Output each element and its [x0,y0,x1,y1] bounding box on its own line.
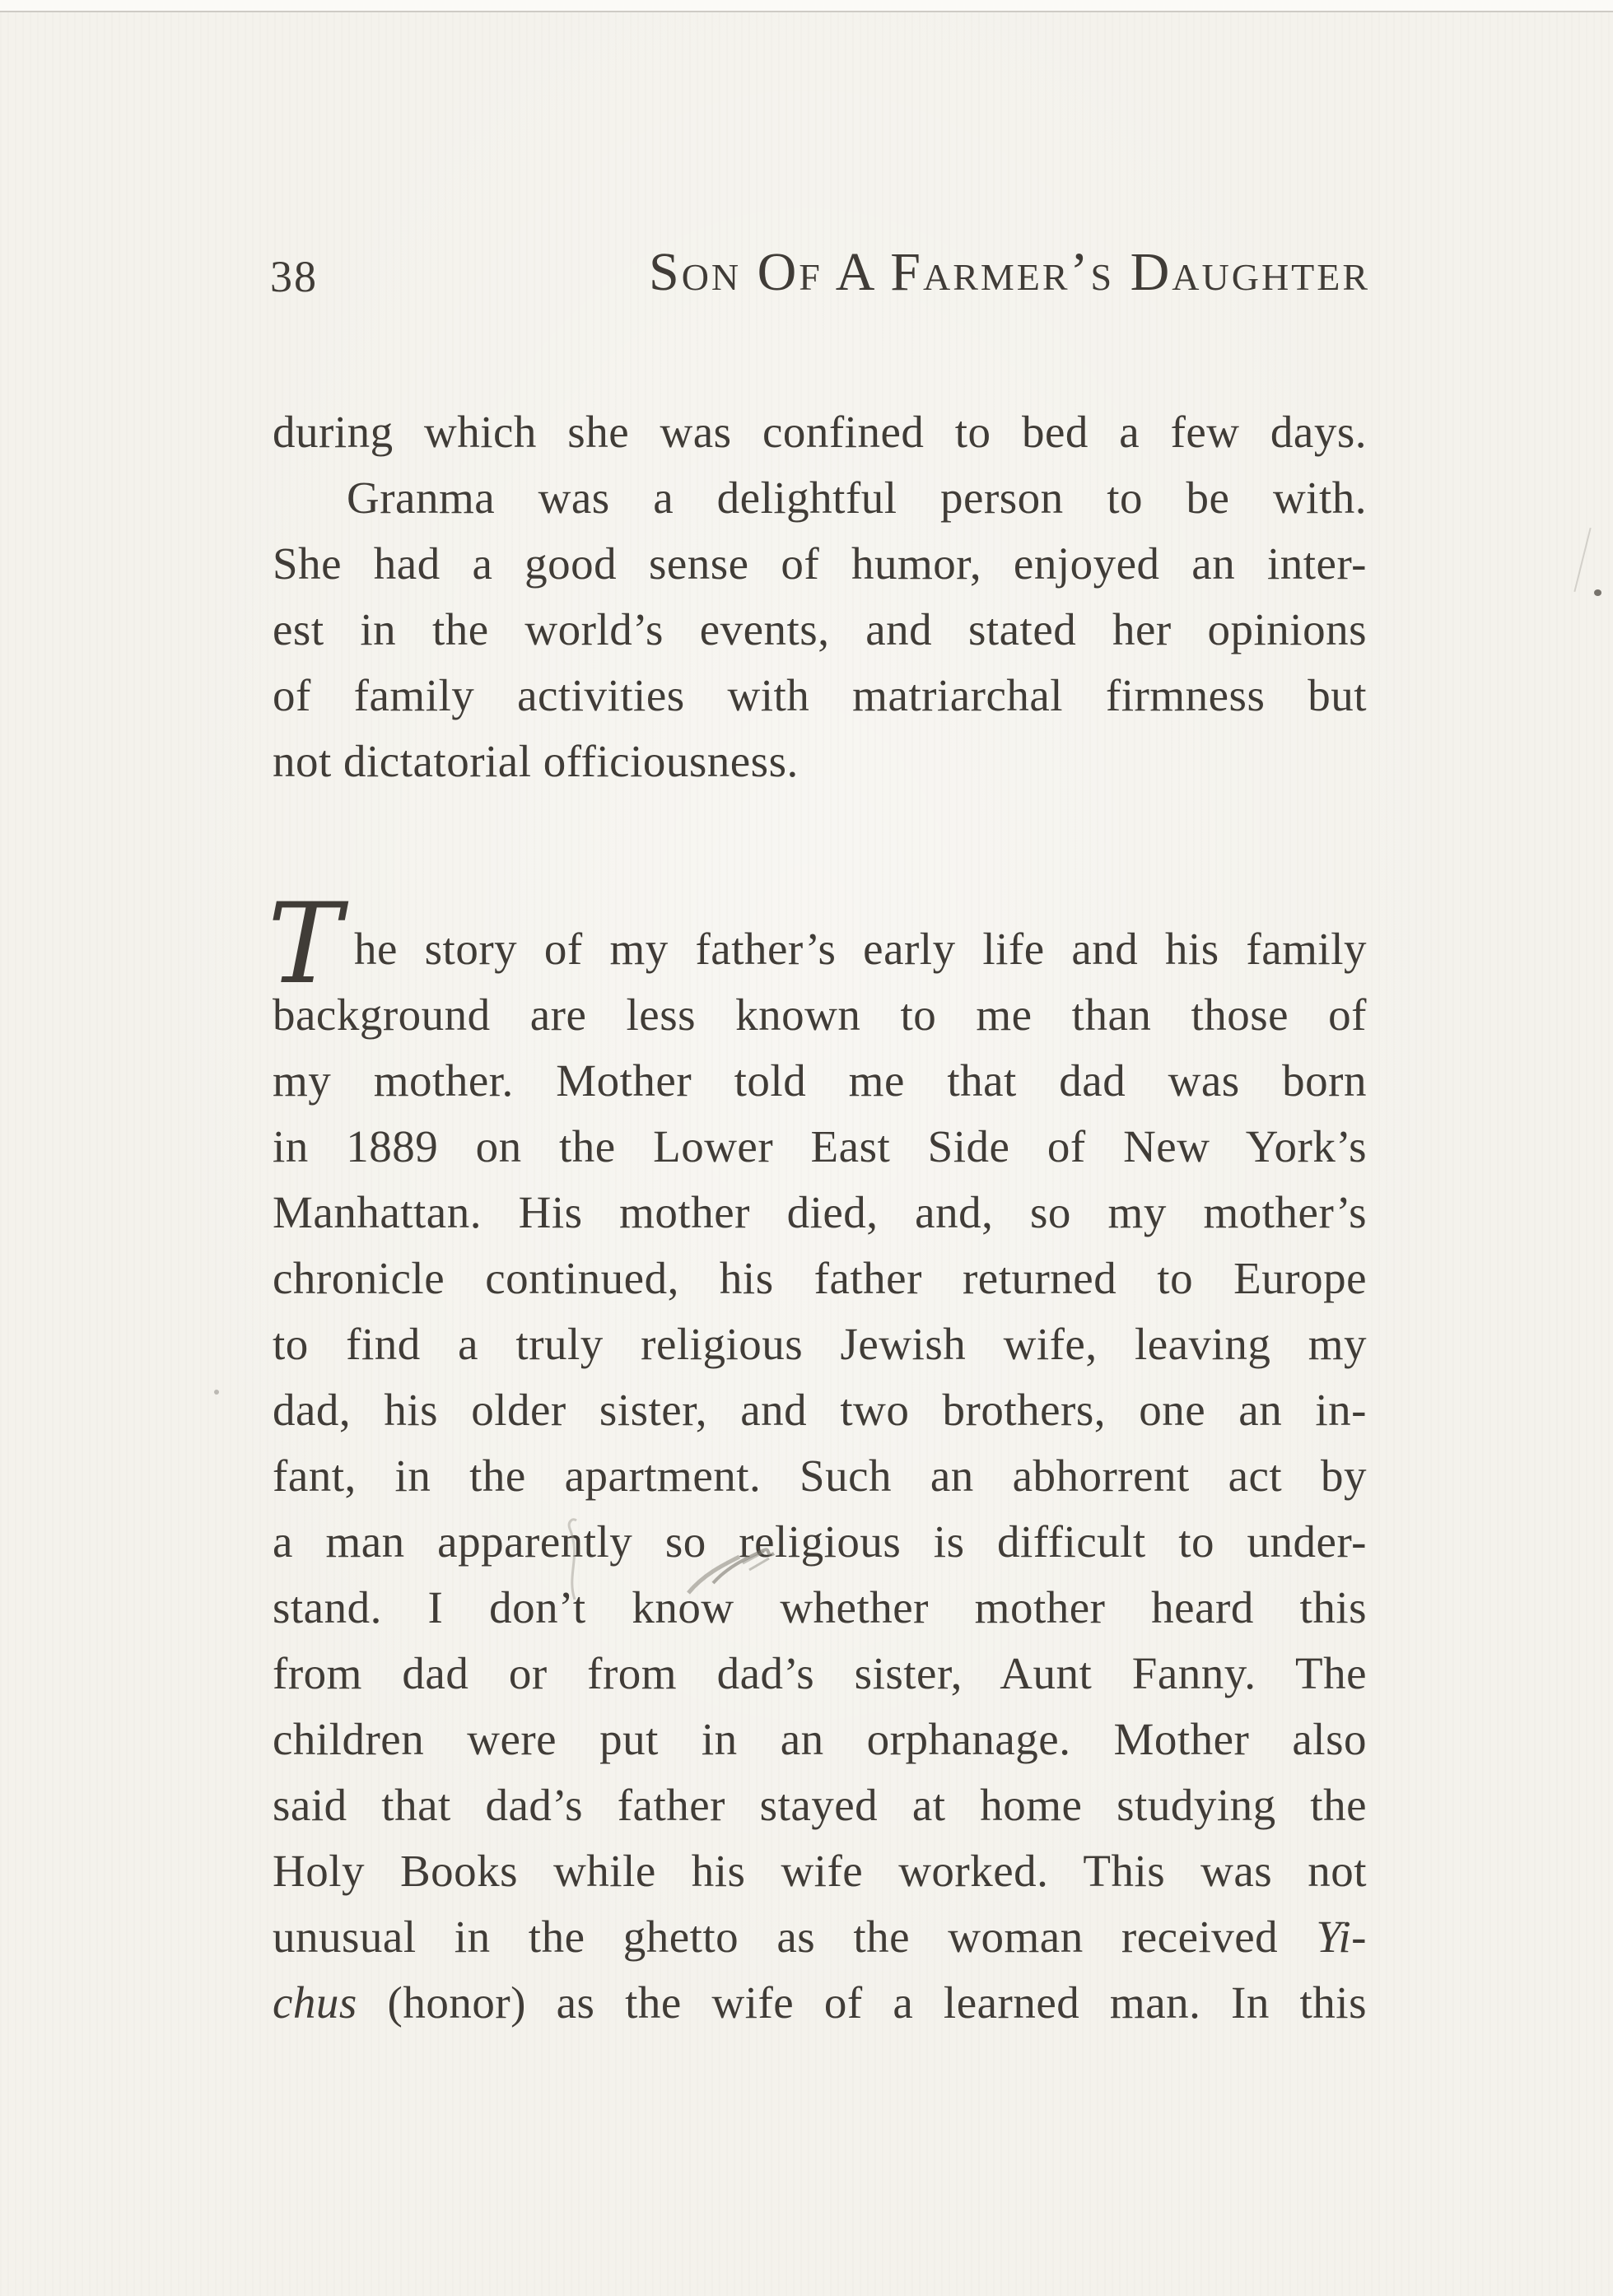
scan-top-edge [0,0,1613,12]
paragraph-granma [273,399,1367,794]
running-title: Son Of A Farmer’s Daughter [649,242,1371,302]
text-line: from dad or from dad’s sister, Aunt Fanny. The [273,1648,1367,1698]
text-line: background are less known to me than those of [273,990,1367,1040]
text-line: est in the world’s events, and stated her opinions [273,604,1367,654]
text-line: during which she was confined to bed a few days. [273,407,1367,457]
text-line: fant, in the apartment. Such an abhorrent act by [273,1451,1367,1501]
paragraph-father-story [268,879,1367,2036]
text-line: Granma was a delightful person to be with. [347,473,1367,523]
text-line: my mother. Mother told me that dad was born [273,1055,1367,1106]
text-line: children were put in an orphanage. Mother also [273,1714,1367,1764]
text-line: She had a good sense of humor, enjoyed an inter- [273,538,1367,589]
text-line: Manhattan. His mother died, and, so my mother’s [273,1187,1367,1237]
drop-cap-letter: T [268,879,343,1008]
text-line: chus (honor) as the wife of a learned man. In this [273,1977,1367,2028]
text-line: unusual in the ghetto as the woman received Yi- [273,1912,1367,1962]
text-line: said that dad’s father stayed at home studying the [273,1780,1367,1830]
text-line: chronicle continued, his father returned to Europe [273,1253,1367,1303]
scan-hairline-mark [1573,528,1591,592]
text-line: not dictatorial officiousness. [273,736,799,786]
text-line: in 1889 on the Lower East Side of New York’s [273,1121,1367,1171]
page-number: 38 [270,252,318,301]
ink-speck [1594,589,1601,596]
text-line: Holy Books while his wife worked. This was not [273,1846,1367,1896]
text-line: he story of my father’s early life and his family [354,924,1367,974]
text-line: dad, his older sister, and two brothers, one an in- [273,1385,1367,1435]
pencil-smudge [527,1511,807,1609]
ink-speck-small [214,1390,219,1395]
text-line: a man apparently so religious is difficult to under- [273,1516,1367,1567]
text-line: stand. I don’t know whether mother heard this [273,1582,1367,1632]
text-line: to find a truly religious Jewish wife, leaving my [273,1319,1367,1369]
text-line: of family activities with matriarchal firmness but [273,670,1367,720]
